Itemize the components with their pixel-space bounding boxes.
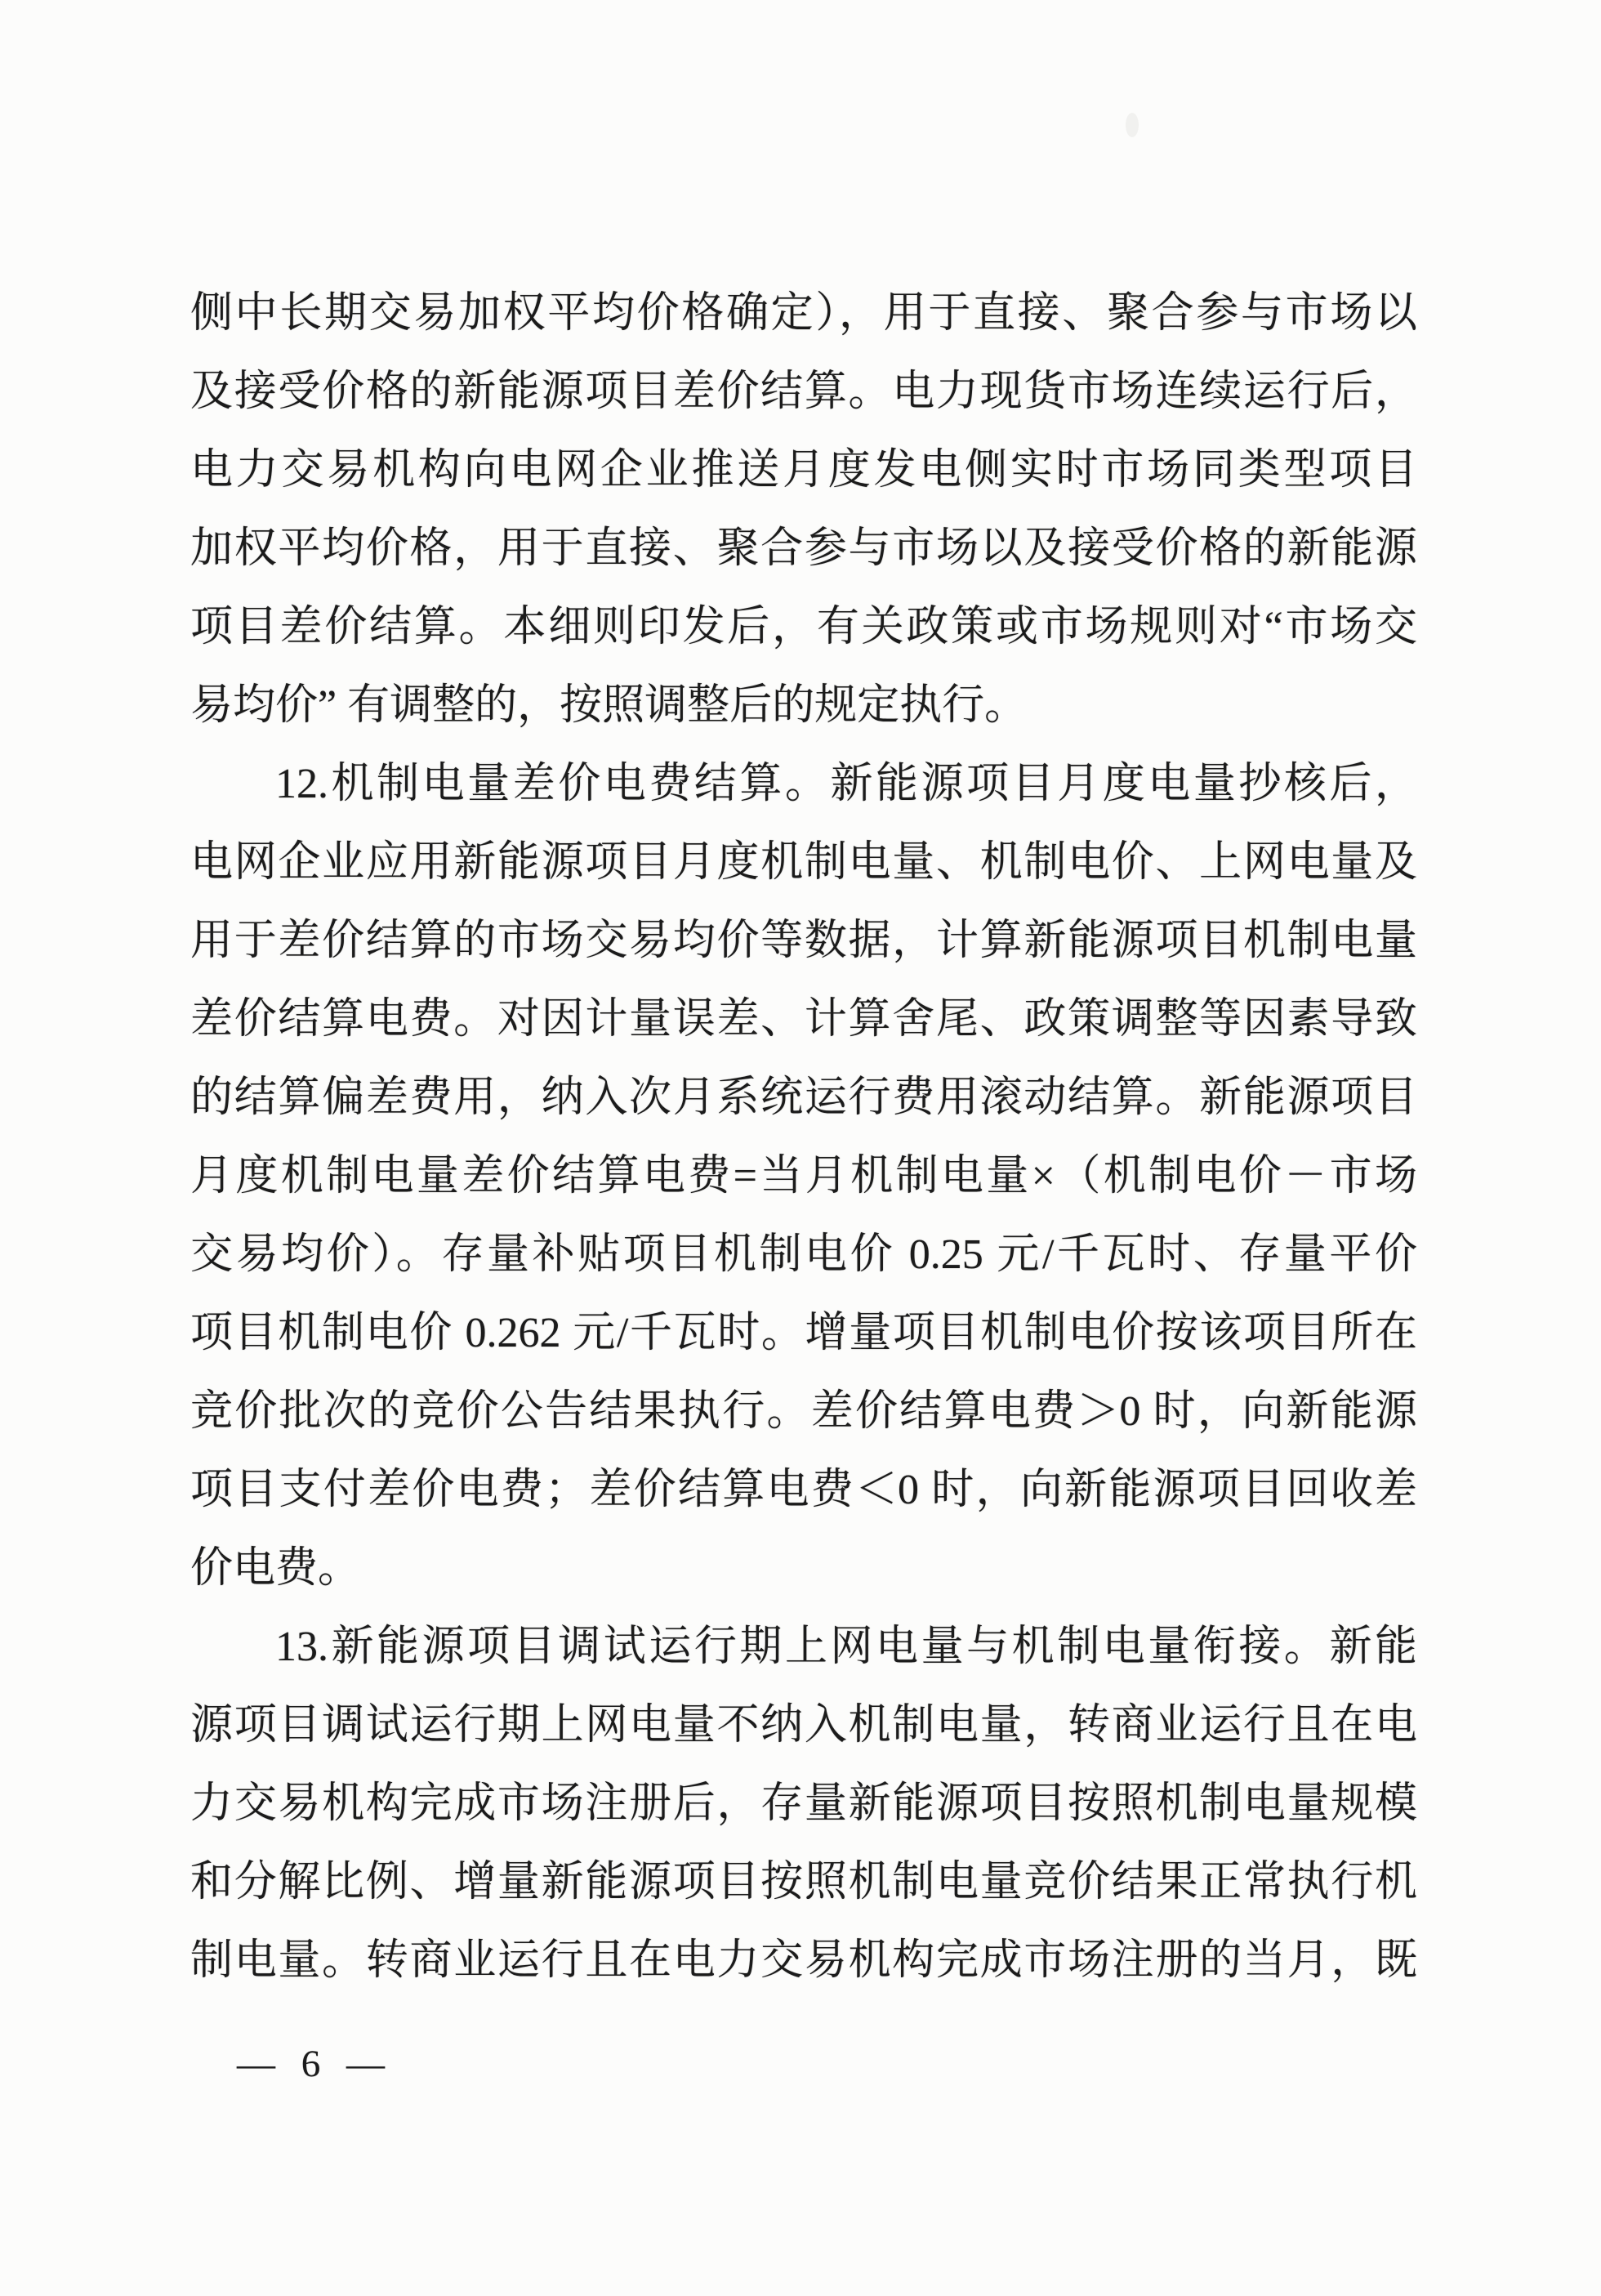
text-line: 及接受价格的新能源项目差价结算。电力现货市场连续运行后， — [190, 369, 1417, 415]
scan-smudge — [1126, 113, 1139, 137]
text-line: 加权平均价格，用于直接、聚合参与市场以及接受价格的新能源 — [190, 525, 1417, 572]
text-line: 项目差价结算。本细则印发后，有关政策或市场规则对“市场交 — [190, 604, 1417, 650]
text-line: 制电量。转商业运行且在电力交易机构完成市场注册的当月，既 — [190, 1937, 1417, 1984]
page-number: — 6 — — [237, 2043, 386, 2085]
text-line: 项目支付差价电费；差价结算电费＜0 时，向新能源项目回收差 — [190, 1467, 1417, 1513]
text-line: 价电费。 — [190, 1545, 361, 1592]
text-line: 用于差价结算的市场交易均价等数据，计算新能源项目机制电量 — [190, 918, 1417, 964]
text-line-formula: 月度机制电量差价结算电费=当月机制电量×（机制电价－市场 — [190, 1153, 1417, 1199]
text-line: 源项目调试运行期上网电量不纳入机制电量，转商业运行且在电 — [190, 1702, 1417, 1749]
text-line: 项目机制电价 0.262 元/千瓦时。增量项目机制电价按该项目所在 — [190, 1310, 1417, 1356]
text-line: 差价结算电费。对因计量误差、计算舍尾、政策调整等因素导致 — [190, 996, 1417, 1043]
text-line: 交易均价）。存量补贴项目机制电价 0.25 元/千瓦时、存量平价 — [190, 1231, 1417, 1278]
text-line: 竞价批次的竞价公告结果执行。差价结算电费＞0 时，向新能源 — [190, 1388, 1417, 1435]
text-line: 侧中长期交易加权平均价格确定），用于直接、聚合参与市场以 — [190, 290, 1417, 337]
text-line-item-12: 12.机制电量差价电费结算。新能源项目月度电量抄核后， — [275, 761, 1417, 807]
text-line: 力交易机构完成市场注册后，存量新能源项目按照机制电量规模 — [190, 1780, 1417, 1827]
text-line: 易均价” 有调整的，按照调整后的规定执行。 — [190, 682, 1028, 729]
body-text — [190, 275, 1417, 2000]
text-line: 电力交易机构向电网企业推送月度发电侧实时市场同类型项目 — [190, 447, 1417, 494]
text-line: 和分解比例、增量新能源项目按照机制电量竞价结果正常执行机 — [190, 1859, 1417, 1905]
text-line: 的结算偏差费用，纳入次月系统运行费用滚动结算。新能源项目 — [190, 1074, 1417, 1121]
text-line-item-13: 13.新能源项目调试运行期上网电量与机制电量衔接。新能 — [275, 1624, 1417, 1670]
text-line: 电网企业应用新能源项目月度机制电量、机制电价、上网电量及 — [190, 839, 1417, 886]
